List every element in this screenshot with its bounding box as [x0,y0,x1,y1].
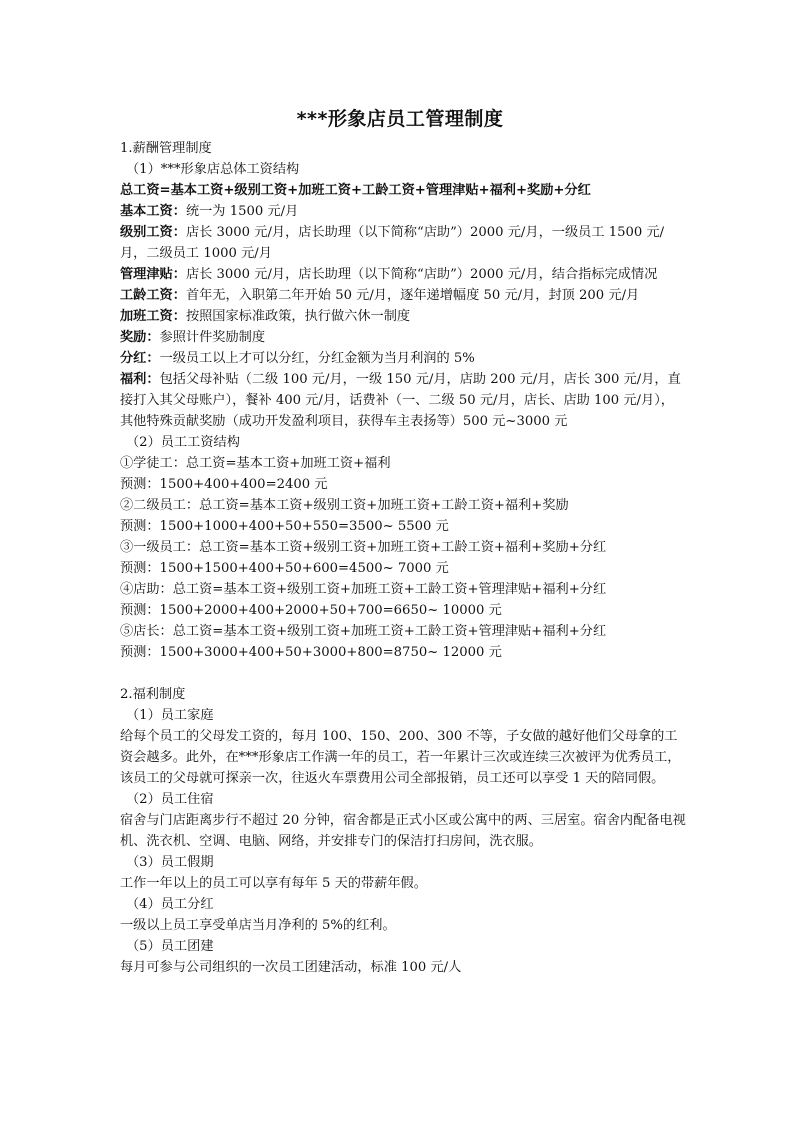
salary-item-text: 一级员工以上才可以分红，分红金额为当月利润的 5% [159,351,475,366]
salary-item-text: 统一为 1500 元/月 [185,204,299,219]
welfare-paragraph: 给每个员工的父母发工资的，每月 100、150、200、300 不等，子女做的越好他们父母拿的工资会越多。此外，在***形象店工作满一年的员工，若一年累计三次或连续三次被评为优秀员工，该员工的父母就可探亲一次，往返火车票费用公司全部报销，员工还可以享受 1 天的陪同假。 [120,729,681,786]
structure-line: ⑤店长：总工资=基本工资+级别工资+加班工资+工龄工资+管理津贴+福利+分红 [120,624,607,639]
salary-item [120,222,686,264]
structure-forecast: 预测：1500+2000+400+2000+50+700=6650~ 10000 元 [120,603,502,618]
structure-line: ④店助：总工资=基本工资+级别工资+加班工资+工龄工资+管理津贴+福利+分红 [120,582,607,597]
salary-item-label: 管理津贴： [120,267,186,282]
structure-forecast: 预测：1500+1000+400+50+550=3500~ 5500 元 [120,519,449,534]
page-title: ***形象店员工管理制度 [296,108,504,130]
salary-item [120,369,686,432]
section-heading-welfare: 2.福利制度 [120,687,186,702]
salary-item [120,348,686,369]
structure-line: ②二级员工：总工资=基本工资+级别工资+加班工资+工龄工资+福利+奖励 [120,498,569,513]
salary-item [120,306,686,327]
salary-item-text: 包括父母补贴（二级 100 元/月，一级 150 元/月，店助 200 元/月，店长 300 元/月，直接打入其父母账户），餐补 400 元/月，话费补（一、二级 50 元/月，店长、店助 100 元/月），其他特殊贡献奖励（成功开发盈利项目，获得车主表扬等）500 元~3000 元 [120,372,681,429]
salary-item [120,285,686,306]
salary-item-text: 首年无，入职第二年开始 50 元/月，逐年递增幅度 50 元/月，封顶 200 元/月 [185,288,640,303]
section-heading-salary: 1.薪酬管理制度 [120,141,212,156]
document-body [120,138,686,978]
subheading-overall-structure: （1）***形象店总体工资结构 [126,162,300,177]
salary-formula: 总工资=基本工资+级别工资+加班工资+工龄工资+管理津贴+福利+奖励+分红 [120,183,591,198]
salary-item-text: 按照国家标准政策，执行做六休一制度 [185,309,411,324]
salary-item-label: 级别工资： [120,225,186,240]
salary-item-label: 工龄工资： [120,288,186,303]
salary-item-label: 分红： [120,351,160,366]
structure-line: ③一级员工：总工资=基本工资+级别工资+加班工资+工龄工资+福利+奖励+分红 [120,540,607,555]
salary-item-text: 店长 3000 元/月，店长助理（以下简称“店助”）2000 元/月，结合指标完成情况 [185,267,658,282]
structure-forecast: 预测：1500+400+400=2400 元 [120,477,328,492]
salary-item-text: 参照计件奖励制度 [159,330,266,345]
welfare-paragraph: 每月可参与公司组织的一次员工团建活动，标准 100 元/人 [120,960,462,975]
salary-item [120,327,686,348]
salary-item-label: 基本工资： [120,204,186,219]
structure-forecast: 预测：1500+3000+400+50+3000+800=8750~ 12000 元 [120,645,502,660]
salary-item-label: 福利： [120,372,160,387]
welfare-subheading: （5）员工团建 [126,939,214,954]
welfare-subheading: （2）员工住宿 [126,792,214,807]
salary-item [120,264,686,285]
welfare-paragraph: 一级以上员工享受单店当月净利的 5%的红利。 [120,918,396,933]
section-spacer [120,663,686,684]
subheading-employee-structure: （2）员工工资结构 [126,435,240,450]
salary-item [120,201,686,222]
structure-line: ①学徒工：总工资=基本工资+加班工资+福利 [120,456,391,471]
salary-item-text: 店长 3000 元/月，店长助理（以下简称“店助”）2000 元/月，一级员工 1500 元/月，二级员工 1000 元/月 [120,225,665,261]
structure-forecast: 预测：1500+1500+400+50+600=4500~ 7000 元 [120,561,449,576]
salary-item-label: 加班工资： [120,309,186,324]
welfare-paragraph: 宿舍与门店距离步行不超过 20 分钟，宿舍都是正式小区或公寓中的两、三居室。宿舍内配备电视机、洗衣机、空调、电脑、网络，并安排专门的保洁打扫房间，洗衣服。 [120,813,686,849]
welfare-subheading: （3）员工假期 [126,855,214,870]
welfare-subheading: （1）员工家庭 [126,708,214,723]
salary-item-label: 奖励： [120,330,160,345]
welfare-paragraph: 工作一年以上的员工可以享有每年 5 天的带薪年假。 [120,876,427,891]
welfare-subheading: （4）员工分红 [126,897,214,912]
